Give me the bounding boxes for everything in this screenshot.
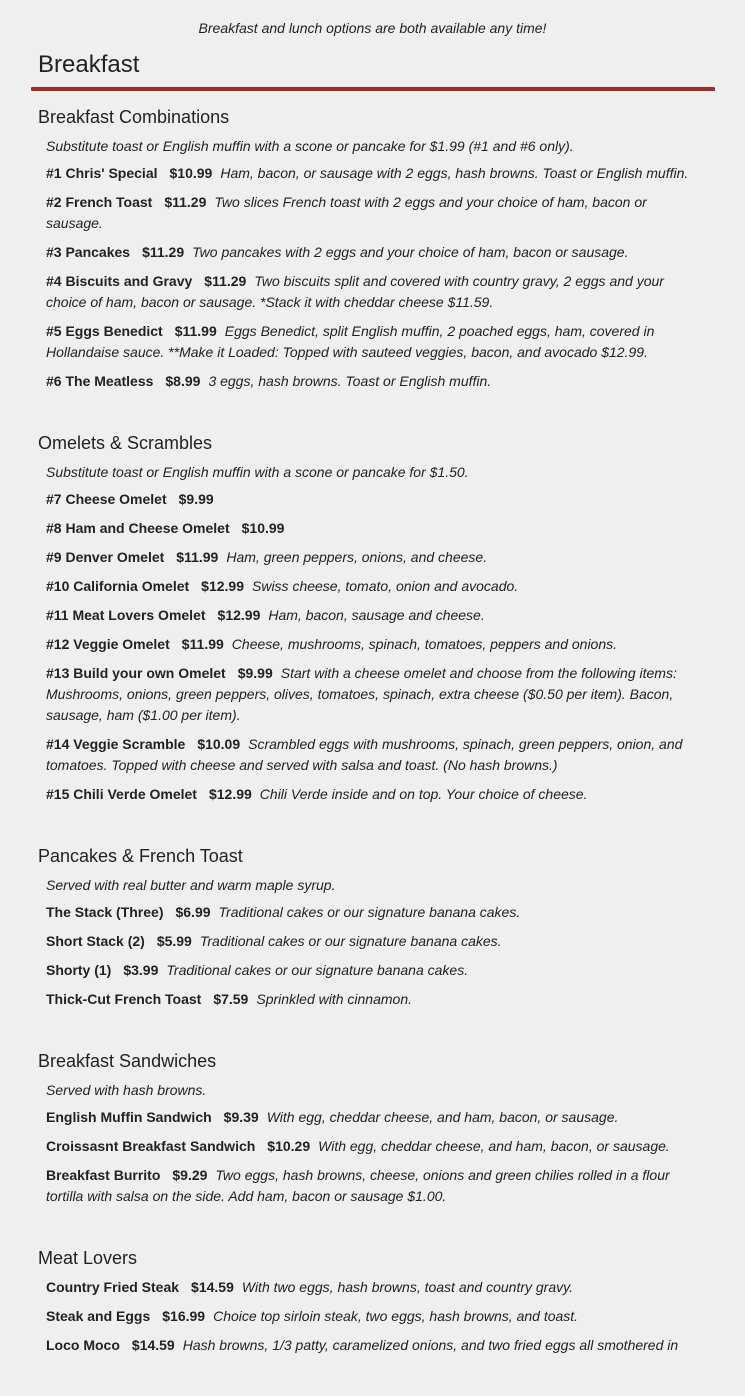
section-title: Meat Lovers: [38, 1248, 138, 1268]
menu-item-price: $7.59: [213, 991, 249, 1007]
menu-item-price: $10.29: [267, 1138, 311, 1154]
menu-item: [46, 1306, 699, 1327]
menu-item: [46, 163, 699, 184]
menu-item-description: Sprinkled with cinnamon.: [256, 991, 412, 1007]
page-title: Breakfast: [38, 51, 140, 78]
menu-item-description: With egg, cheddar cheese, and ham, bacon, or sausage.: [266, 1109, 619, 1125]
menu-item: [46, 989, 699, 1010]
menu-item-description: Traditional cakes or our signature banana cakes.: [199, 933, 502, 949]
menu-item: [46, 489, 699, 510]
section-title: Pancakes & French Toast: [38, 846, 243, 866]
menu-section: [0, 106, 745, 392]
menu-item-name: English Muffin Sandwich: [46, 1109, 212, 1125]
menu-item-description: Cheese, mushrooms, spinach, tomatoes, peppers and onions.: [231, 636, 618, 652]
menu-item: [46, 576, 699, 597]
menu-item-name: Short Stack (2): [46, 933, 145, 949]
menu-item-price: $11.29: [164, 194, 207, 210]
section-title: Breakfast Combinations: [38, 107, 230, 127]
menu-item-price: $8.99: [165, 373, 201, 389]
menu-item-name: #15 Chili Verde Omelet: [46, 786, 197, 802]
menu-item-price: $9.39: [223, 1109, 259, 1125]
menu-section: [0, 845, 745, 1010]
menu-item-description: Hash browns, 1/3 patty, caramelized onions, and two fried eggs all smothered in: [182, 1337, 679, 1353]
menu-item-price: $10.99: [241, 520, 285, 536]
menu-item-price: $11.29: [142, 244, 185, 260]
menu-item-description: Chili Verde inside and on top. Your choice of cheese.: [259, 786, 588, 802]
menu-item-price: $5.99: [156, 933, 192, 949]
menu-item: [46, 734, 699, 776]
menu-item: [46, 1335, 699, 1356]
menu-item: [46, 1165, 699, 1207]
menu-item: [46, 192, 699, 234]
menu-item: [46, 902, 699, 923]
menu-item-price: $12.99: [201, 578, 244, 594]
menu-item-description: Two pancakes with 2 eggs and your choice of ham, bacon or sausage.: [192, 244, 629, 260]
menu-item-name: #11 Meat Lovers Omelet: [46, 607, 206, 623]
menu-item-name: #6 The Meatless: [46, 373, 154, 389]
menu-item-description: Traditional cakes or our signature banana cakes.: [218, 904, 521, 920]
menu-item-name: Shorty (1): [46, 962, 112, 978]
menu-item-price: $14.59: [191, 1279, 234, 1295]
menu-item-name: #3 Pancakes: [46, 244, 131, 260]
menu-item-price: $11.99: [174, 323, 217, 339]
menu-item-name: #7 Cheese Omelet: [46, 491, 167, 507]
menu-item-description: Two eggs, hash browns, cheese, onions and green chilies rolled in a flour tortilla with salsa on the side. Add ham, bacon or sausage $1.00.: [46, 1167, 670, 1204]
menu-item-name: Country Fried Steak: [46, 1279, 180, 1295]
menu-item-description: Swiss cheese, tomato, onion and avocado.: [252, 578, 519, 594]
section-title: Breakfast Sandwiches: [38, 1051, 217, 1071]
menu-item-description: Two biscuits split and covered with country gravy, 2 eggs and your choice of ham, bacon or sausage. *Stack it with cheddar cheese $11.59.: [46, 273, 664, 310]
menu-item-price: $9.29: [172, 1167, 208, 1183]
menu-item-price: $11.99: [181, 636, 224, 652]
menu-item: [46, 634, 699, 655]
menu-item: [46, 371, 699, 392]
menu-item-name: #2 French Toast: [46, 194, 153, 210]
menu-item: [46, 960, 699, 981]
menu-item: [46, 1136, 699, 1157]
menu-item: [46, 1107, 699, 1128]
menu-item-description: Start with a cheese omelet and choose from the following items: Mushrooms, onions, green peppers, olives, tomatoes, spinach, extra cheese ($0.50 per item). Bacon, sausage, ham ($1.00 per item).: [46, 665, 677, 723]
menu-item-name: The Stack (Three): [46, 904, 164, 920]
menu-item-description: Two slices French toast with 2 eggs and your choice of ham, bacon or sausage.: [46, 194, 647, 231]
title-divider: [31, 87, 715, 91]
menu-item-description: With two eggs, hash browns, toast and country gravy.: [241, 1279, 573, 1295]
menu-item-price: $9.99: [237, 665, 273, 681]
menu-item-name: #9 Denver Omelet: [46, 549, 165, 565]
menu-item-price: $9.99: [178, 491, 214, 507]
menu-item: [46, 242, 699, 263]
menu-item-price: $16.99: [162, 1308, 206, 1324]
section-note: Served with real butter and warm maple syrup.: [46, 877, 336, 893]
menu-item-name: Loco Moco: [46, 1337, 120, 1353]
menu-item-description: Ham, bacon, sausage and cheese.: [268, 607, 485, 623]
menu-item-name: Breakfast Burrito: [46, 1167, 161, 1183]
menu-item-name: #14 Veggie Scramble: [46, 736, 186, 752]
menu-section: [0, 1050, 745, 1207]
menu-item-name: Thick-Cut French Toast: [46, 991, 202, 1007]
section-note: Substitute toast or English muffin with a scone or pancake for $1.99 (#1 and #6 only).: [46, 138, 574, 154]
menu-item: [46, 605, 699, 626]
menu-item-description: Choice top sirloin steak, two eggs, hash browns, and toast.: [213, 1308, 579, 1324]
menu-item: [46, 931, 699, 952]
menu-content: [0, 106, 745, 1396]
menu-item: [46, 321, 699, 363]
menu-item: [46, 518, 699, 539]
menu-item-description: Eggs Benedict, split English muffin, 2 poached eggs, ham, covered in Hollandaise sauce. **Make it Loaded: Topped with sauteed veggies, bacon, and avocado $12.99.: [46, 323, 655, 360]
menu-item: [46, 271, 699, 313]
menu-section: [0, 432, 745, 805]
menu-item-name: #4 Biscuits and Gravy: [46, 273, 193, 289]
menu-item-price: $3.99: [123, 962, 159, 978]
menu-item-name: #13 Build your own Omelet: [46, 665, 226, 681]
menu-item-price: $11.29: [204, 273, 247, 289]
menu-item: [46, 547, 699, 568]
menu-item-name: #10 California Omelet: [46, 578, 190, 594]
menu-item-description: Traditional cakes or our signature banana cakes.: [166, 962, 469, 978]
menu-item-price: $10.09: [197, 736, 241, 752]
section-note: Substitute toast or English muffin with a scone or pancake for $1.50.: [46, 464, 469, 480]
section-note: Served with hash browns.: [46, 1082, 207, 1098]
menu-item-price: $12.99: [217, 607, 261, 623]
menu-item-name: #1 Chris' Special: [46, 165, 158, 181]
menu-item-description: Ham, green peppers, onions, and cheese.: [226, 549, 488, 565]
menu-item-description: Ham, bacon, or sausage with 2 eggs, hash browns. Toast or English muffin.: [220, 165, 689, 181]
menu-item-price: $11.99: [176, 549, 219, 565]
menu-item: [46, 1277, 699, 1298]
menu-item-description: With egg, cheddar cheese, and ham, bacon, or sausage.: [318, 1138, 670, 1154]
menu-item-description: Scrambled eggs with mushrooms, spinach, green peppers, onion, and tomatoes. Topped with cheese and served with salsa and toast. (No hash browns.): [46, 736, 683, 773]
menu-tagline: Breakfast and lunch options are both available any time!: [198, 20, 547, 36]
menu-item-description: 3 eggs, hash browns. Toast or English muffin.: [208, 373, 492, 389]
menu-item-name: #8 Ham and Cheese Omelet: [46, 520, 230, 536]
menu-item-name: Croissasnt Breakfast Sandwich: [46, 1138, 256, 1154]
menu-section: [0, 1247, 745, 1356]
menu-item-price: $12.99: [208, 786, 252, 802]
menu-item-name: Steak and Eggs: [46, 1308, 151, 1324]
menu-item-name: #12 Veggie Omelet: [46, 636, 170, 652]
menu-item-price: $6.99: [175, 904, 211, 920]
menu-item: [46, 784, 699, 805]
menu-item-price: $10.99: [169, 165, 213, 181]
menu-item-price: $14.59: [131, 1337, 175, 1353]
menu-item: [46, 663, 699, 726]
section-title: Omelets & Scrambles: [38, 433, 213, 453]
menu-item-name: #5 Eggs Benedict: [46, 323, 163, 339]
